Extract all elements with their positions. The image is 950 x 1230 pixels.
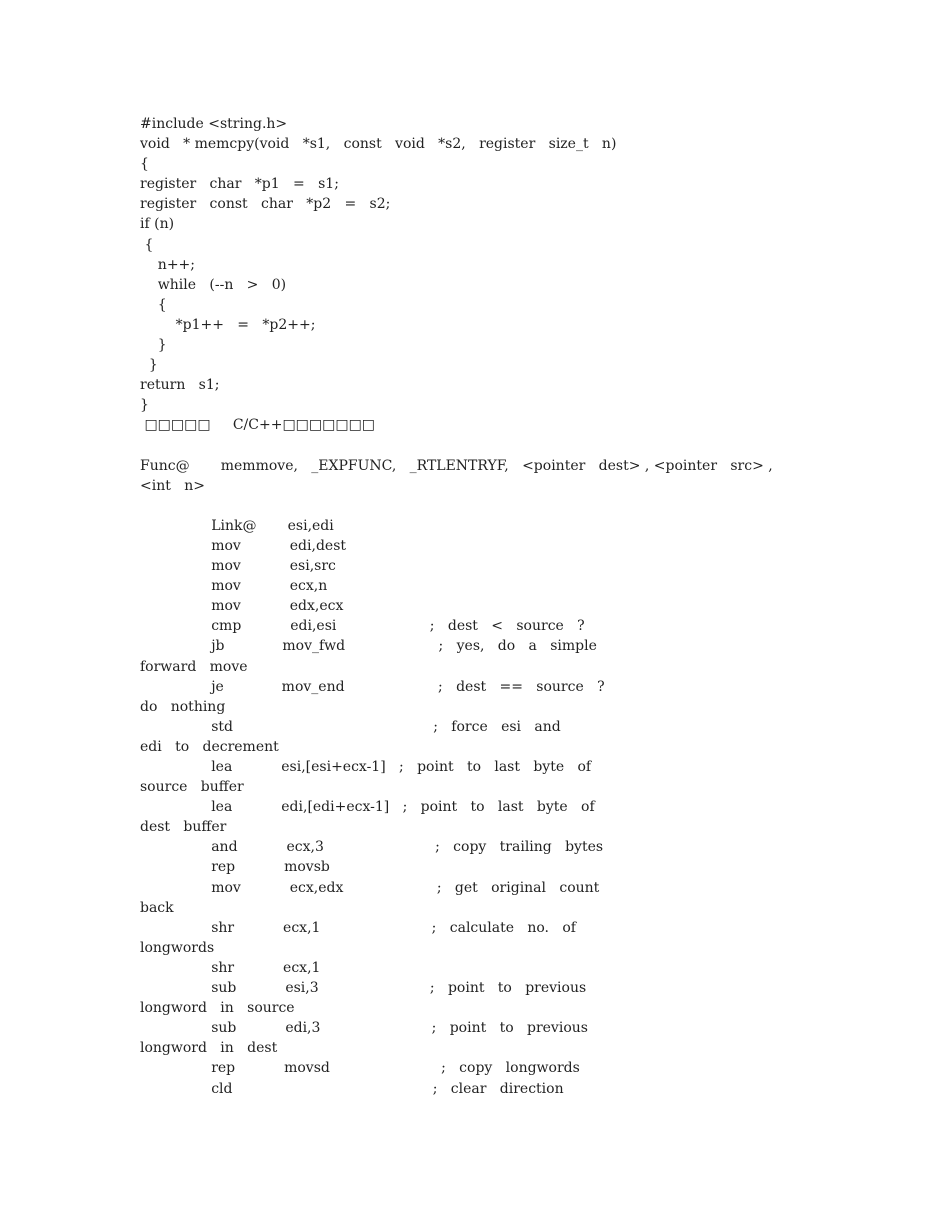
- code-line: cmp edi,esi ; dest < source ?: [140, 618, 585, 635]
- code-line: mov esi,src: [140, 558, 336, 575]
- code-line: }: [140, 357, 158, 374]
- code-line: {: [140, 236, 154, 253]
- code-line: #include <string.h>: [140, 116, 288, 132]
- code-line: return s1;: [140, 377, 220, 394]
- code-line: register const char *p2 = s2;: [140, 196, 391, 213]
- code-line: std ; force esi and: [140, 718, 561, 735]
- code-line: shr ecx,1 ; calculate no. of: [140, 919, 576, 936]
- code-line: }: [140, 337, 167, 354]
- code-line: source buffer: [140, 779, 244, 796]
- code-line: register char *p1 = s1;: [140, 176, 339, 193]
- code-line: sub esi,3 ; point to previous: [140, 980, 587, 997]
- code-lines: [140, 114, 840, 1099]
- code-line: rep movsd ; copy longwords: [140, 1060, 580, 1077]
- code-line: forward move: [140, 658, 248, 675]
- code-line: <int n>: [140, 477, 205, 494]
- code-line: jb mov_fwd ; yes, do a simple: [140, 638, 597, 655]
- code-line: n++;: [140, 256, 195, 273]
- code-line: lea esi,[esi+ecx-1] ; point to last byte of: [140, 759, 592, 775]
- code-line: longwords: [140, 939, 215, 956]
- code-line: while (--n > 0): [140, 276, 287, 293]
- code-document: [140, 114, 840, 1099]
- code-line: do nothing: [140, 698, 226, 715]
- code-line: and ecx,3 ; copy trailing bytes: [140, 839, 604, 856]
- code-line: lea edi,[edi+ecx-1] ; point to last byte of: [140, 799, 595, 816]
- code-line: longword in dest: [140, 1040, 278, 1057]
- code-line: longword in source: [140, 1000, 295, 1017]
- code-line: [140, 436, 840, 456]
- code-line: }: [140, 397, 149, 414]
- code-line: dest buffer: [140, 819, 227, 836]
- code-line: □□□□□ C/C++□□□□□□□: [140, 417, 376, 434]
- code-line: mov edx,ecx: [140, 598, 344, 615]
- code-line: shr ecx,1: [140, 959, 321, 976]
- code-line: rep movsb: [140, 859, 330, 876]
- code-line: {: [140, 296, 167, 313]
- code-line: sub edi,3 ; point to previous: [140, 1020, 588, 1037]
- code-line: Func@ memmove, _EXPFUNC, _RTLENTRYF, <pointer dest> , <pointer src> ,: [140, 457, 773, 474]
- code-line: if (n): [140, 216, 175, 233]
- code-line: mov ecx,n: [140, 578, 328, 595]
- code-line: edi to decrement: [140, 738, 279, 755]
- code-line: [140, 496, 840, 516]
- code-line: Link@ esi,edi: [140, 517, 334, 534]
- code-line: *p1++ = *p2++;: [140, 316, 316, 333]
- code-line: back: [140, 899, 174, 916]
- code-line: mov edi,dest: [140, 537, 347, 554]
- code-line: void * memcpy(void *s1, const void *s2, register size_t n): [140, 136, 617, 153]
- code-line: {: [140, 156, 149, 173]
- code-line: cld ; clear direction: [140, 1080, 564, 1097]
- code-line: mov ecx,edx ; get original count: [140, 879, 600, 896]
- code-line: je mov_end ; dest == source ?: [140, 678, 605, 695]
